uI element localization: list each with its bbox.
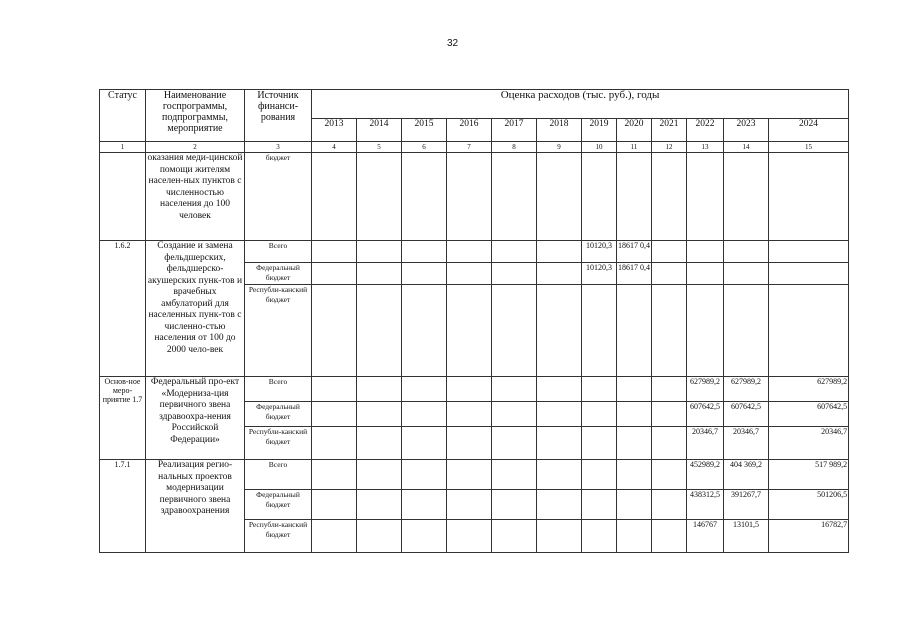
name-cell: Реализация регио-нальных проектов модернизации первичного звена здравоохранения	[146, 460, 245, 553]
column-number: 13	[687, 142, 724, 153]
source-cell: Всего	[245, 377, 312, 402]
name-cell: оказания меди-цинской помощи жителям населен-ных пунктов с численностью населения до 100 человек	[146, 153, 245, 241]
value-cell: 18617 0,4	[617, 241, 652, 263]
header-estimate: Оценка расходов (тыс. руб.), годы	[312, 90, 849, 119]
value-cell: 146767	[687, 520, 724, 553]
value-cell: 20346,7	[769, 427, 849, 460]
year-header: 2016	[447, 119, 492, 142]
expenditure-table	[99, 89, 849, 553]
year-header: 2019	[582, 119, 617, 142]
header-row	[100, 90, 849, 119]
year-header: 2018	[537, 119, 582, 142]
table-row	[100, 377, 849, 402]
year-header: 2013	[312, 119, 357, 142]
value-cell: 607642,5	[687, 402, 724, 427]
column-number-row	[100, 142, 849, 153]
value-cell: 607642,5	[724, 402, 769, 427]
table-row	[100, 153, 849, 241]
column-number: 11	[617, 142, 652, 153]
year-header: 2017	[492, 119, 537, 142]
status-cell: Основ-ное меро-приятие 1.7	[100, 377, 146, 460]
table-row	[100, 460, 849, 490]
column-number: 14	[724, 142, 769, 153]
column-number: 7	[447, 142, 492, 153]
value-cell: 452989,2	[687, 460, 724, 490]
value-cell: 627989,2	[724, 377, 769, 402]
source-cell: Федеральный бюджет	[245, 263, 312, 285]
value-cell: 627989,2	[769, 377, 849, 402]
column-number: 9	[537, 142, 582, 153]
value-cell: 391267,7	[724, 490, 769, 520]
column-number: 15	[769, 142, 849, 153]
column-number: 5	[357, 142, 402, 153]
value-cell: 18617 0,4	[617, 263, 652, 285]
status-cell: 1.7.1	[100, 460, 146, 553]
source-cell: Федеральный бюджет	[245, 402, 312, 427]
year-header: 2024	[769, 119, 849, 142]
year-header: 2023	[724, 119, 769, 142]
status-cell: 1.6.2	[100, 241, 146, 377]
year-header: 2022	[687, 119, 724, 142]
header-status: Статус	[100, 90, 146, 142]
header-name: Наименование госпрограммы, подпрограммы, мероприятие	[146, 90, 245, 142]
name-cell: Федеральный про-ект «Модерниза-ция первичного звена здравоохра-нения Российской Федерации»	[146, 377, 245, 460]
name-cell: Создание и замена фельдшерских, фельдшерско-акушерских пунк-тов и врачебных амбулаторий для населенных пунк-тов с численно-стью населения от 100 до 2000 чело-век	[146, 241, 245, 377]
column-number: 2	[146, 142, 245, 153]
column-number: 4	[312, 142, 357, 153]
column-number: 6	[402, 142, 447, 153]
value-cell: 20346,7	[724, 427, 769, 460]
year-header: 2015	[402, 119, 447, 142]
page-number: 32	[446, 38, 459, 49]
year-header: 2021	[652, 119, 687, 142]
source-cell: Всего	[245, 460, 312, 490]
source-cell: бюджет	[245, 153, 312, 241]
value-cell: 404 369,2	[724, 460, 769, 490]
value-cell: 13101,5	[724, 520, 769, 553]
value-cell: 10120,3	[582, 241, 617, 263]
year-header: 2014	[357, 119, 402, 142]
column-number: 3	[245, 142, 312, 153]
column-number: 1	[100, 142, 146, 153]
source-cell: Всего	[245, 241, 312, 263]
source-cell: Республи-канский бюджет	[245, 427, 312, 460]
value-cell: 517 989,2	[769, 460, 849, 490]
column-number: 10	[582, 142, 617, 153]
value-cell: 438312,5	[687, 490, 724, 520]
year-header: 2020	[617, 119, 652, 142]
source-cell: Федеральный бюджет	[245, 490, 312, 520]
source-cell: Республи-канский бюджет	[245, 285, 312, 377]
source-cell: Республи-канский бюджет	[245, 520, 312, 553]
value-cell: 627989,2	[687, 377, 724, 402]
column-number: 8	[492, 142, 537, 153]
table-row	[100, 241, 849, 263]
value-cell: 607642,5	[769, 402, 849, 427]
header-source: Источник финанси-рования	[245, 90, 312, 142]
column-number: 12	[652, 142, 687, 153]
value-cell: 501206,5	[769, 490, 849, 520]
value-cell: 10120,3	[582, 263, 617, 285]
status-cell	[100, 153, 146, 241]
value-cell: 16782,7	[769, 520, 849, 553]
value-cell: 20346,7	[687, 427, 724, 460]
